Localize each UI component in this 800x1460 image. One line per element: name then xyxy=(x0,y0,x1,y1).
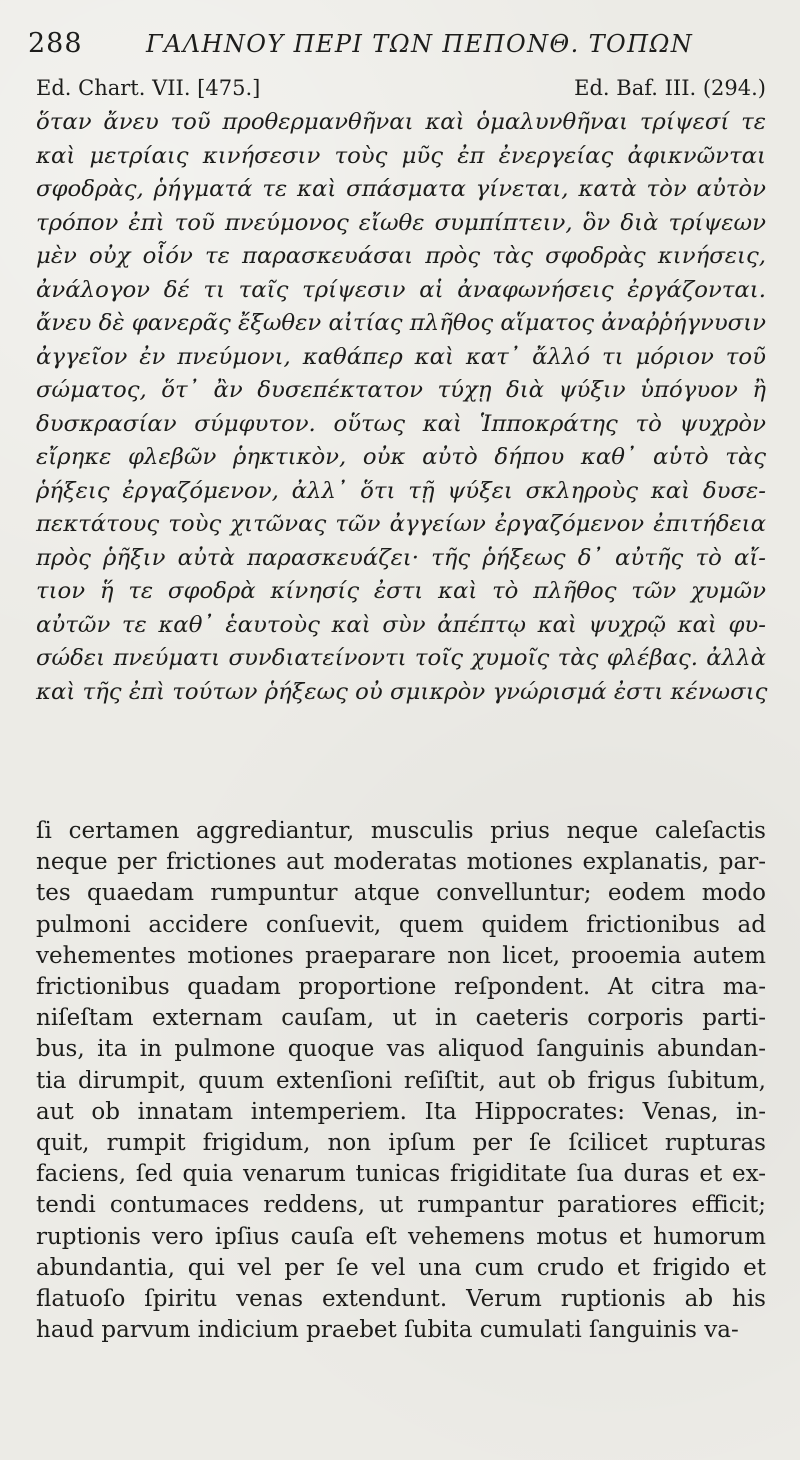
latin-line-8: bus, ita in pulmone quoque vas aliquod ſanguinis abundan- xyxy=(36,1036,766,1063)
greek-line-5: μὲν οὐχ οἷόν τε παρασκευάσαι πρὸς τὰς σφοδρὰς κινήσεις, xyxy=(36,243,766,269)
latin-line-12: faciens, ſed quia venarum tunicas frigiditate ſua duras et ex- xyxy=(36,1161,766,1188)
greek-line-2: καὶ μετρίαις κινήσεσιν τοὺς μῦς ἐπ ἐνεργείας ἀφικνῶνται xyxy=(36,142,766,169)
edition-right: Ed. Baf. III. (294.) xyxy=(574,76,766,100)
latin-line-13: tendi contumaces reddens, ut rumpantur paratiores efficit; xyxy=(36,1192,766,1219)
edition-references xyxy=(36,76,766,104)
latin-line-3: tes quaedam rumpuntur atque convelluntur; eodem modo xyxy=(36,880,766,907)
latin-line-15: abundantia, qui vel per ſe vel una cum crudo et frigido et xyxy=(36,1254,766,1281)
latin-line-4: pulmoni accidere conſuevit, quem quidem frictionibus ad xyxy=(36,911,766,938)
page-number: 288 xyxy=(28,28,83,59)
latin-line-16: flatuoſo ſpiritu venas extendunt. Verum ruptionis ab his xyxy=(36,1286,766,1313)
running-head: ΓΑΛΗΝΟΥ ΠΕΡΙ ΤΩΝ ΠΕΠΟΝΘ. ΤΟΠΩΝ xyxy=(146,30,694,58)
latin-line-2: neque per frictiones aut moderatas motiones explanatis, par- xyxy=(36,849,766,876)
greek-line-12: ῥήξεις ἐργαζόμενον, ἀλλ᾽ ὅτι τῇ ψύξει σκληροὺς καὶ δυσε- xyxy=(36,477,766,504)
greek-line-11: εἴρηκε φλεβῶν ῥηκτικὸν, οὐκ αὐτὸ δήπου καθ᾽ αὑτὸ τὰς xyxy=(36,444,766,470)
greek-line-4: τρόπον ἐπὶ τοῦ πνεύμονος εἴωθε συμπίπτειν, ὃν διὰ τρίψεων xyxy=(36,209,766,236)
latin-line-17: haud parvum indicium praebet ſubita cumulati ſanguinis va- xyxy=(36,1317,739,1344)
latin-line-10: aut ob innatam intemperiem. Ita Hippocrates: Venas, in- xyxy=(36,1098,766,1125)
greek-line-16: αὐτῶν τε καθ᾽ ἑαυτοὺς καὶ σὺν ἀπέπτῳ καὶ ψυχρῷ καὶ φυ- xyxy=(36,611,766,638)
greek-line-15: τιον ἥ τε σφοδρὰ κίνησίς ἐστι καὶ τὸ πλῆθος τῶν χυμῶν xyxy=(36,578,766,604)
latin-line-7: niſeſtam externam cauſam, ut in caeteris corporis parti- xyxy=(36,1005,766,1032)
greek-line-6: ἀνάλογον δέ τι ταῖς τρίψεσιν αἱ ἀναφωνήσεις ἐργάζονται. xyxy=(36,276,766,303)
greek-line-7: ἄνευ δὲ φανερᾶς ἔξωθεν αἰτίας πλῆθος αἵματος ἀναῤῥήγνυσιν xyxy=(36,310,767,336)
faint-bleed-through xyxy=(50,780,760,804)
greek-line-13: πεκτάτους τοὺς χιτῶνας τῶν ἀγγείων ἐργαζόμενον ἐπιτήδεια xyxy=(36,511,766,537)
greek-line-1: ὅταν ἄνευ τοῦ προθερμανθῆναι καὶ ὁμαλυνθῆναι τρίψεσί τε xyxy=(36,109,766,135)
greek-line-14: πρὸς ῥῆξιν αὐτὰ παρασκευάζει· τῆς ῥήξεως δ᾽ αὐτῆς τὸ αἴ- xyxy=(36,544,766,571)
latin-line-14: ruptionis vero ipſius cauſa eſt vehemens motus et humorum xyxy=(36,1223,766,1250)
latin-line-11: quit, rumpit frigidum, non ipſum per ſe ſcilicet rupturas xyxy=(36,1130,766,1157)
greek-line-3: σφοδρὰς, ῥήγματά τε καὶ σπάσματα γίνεται, κατὰ τὸν αὐτὸν xyxy=(36,176,766,202)
latin-line-1: ſi certamen aggrediantur, musculis prius neque caleſactis xyxy=(36,818,766,844)
greek-line-8: ἀγγεῖον ἐν πνεύμονι, καθάπερ καὶ κατ᾽ ἄλλό τι μόριον τοῦ xyxy=(36,343,766,370)
page-header xyxy=(28,28,770,62)
greek-text-block xyxy=(36,106,766,709)
edition-left: Ed. Chart. VII. [475.] xyxy=(36,76,261,100)
greek-line-17: σώδει πνεύματι συνδιατείνοντι τοῖς χυμοῖς τὰς φλέβας. ἀλλὰ xyxy=(36,645,766,671)
greek-line-10: δυσκρασίαν σύμφυτον. οὕτως καὶ Ἱπποκράτης τὸ ψυχρὸν xyxy=(36,410,766,437)
greek-line-18: καὶ τῆς ἐπὶ τούτων ῥήξεως οὐ σμικρὸν γνώρισμά ἐστι κένωσις xyxy=(36,678,768,705)
latin-line-6: frictionibus quadam proportione reſpondent. At citra ma- xyxy=(36,974,766,1001)
greek-line-9: σώματος, ὅτ᾽ ἂν δυσεπέκτατον τύχῃ διὰ ψύξιν ὑπόγυον ἢ xyxy=(36,377,766,403)
latin-line-9: tia dirumpit, quum extenſioni reſiſtit, aut ob frigus ſubitum, xyxy=(36,1067,766,1094)
latin-line-5: vehementes motiones praeparare non licet, prooemia autem xyxy=(36,942,766,969)
latin-text-block xyxy=(36,816,766,1346)
